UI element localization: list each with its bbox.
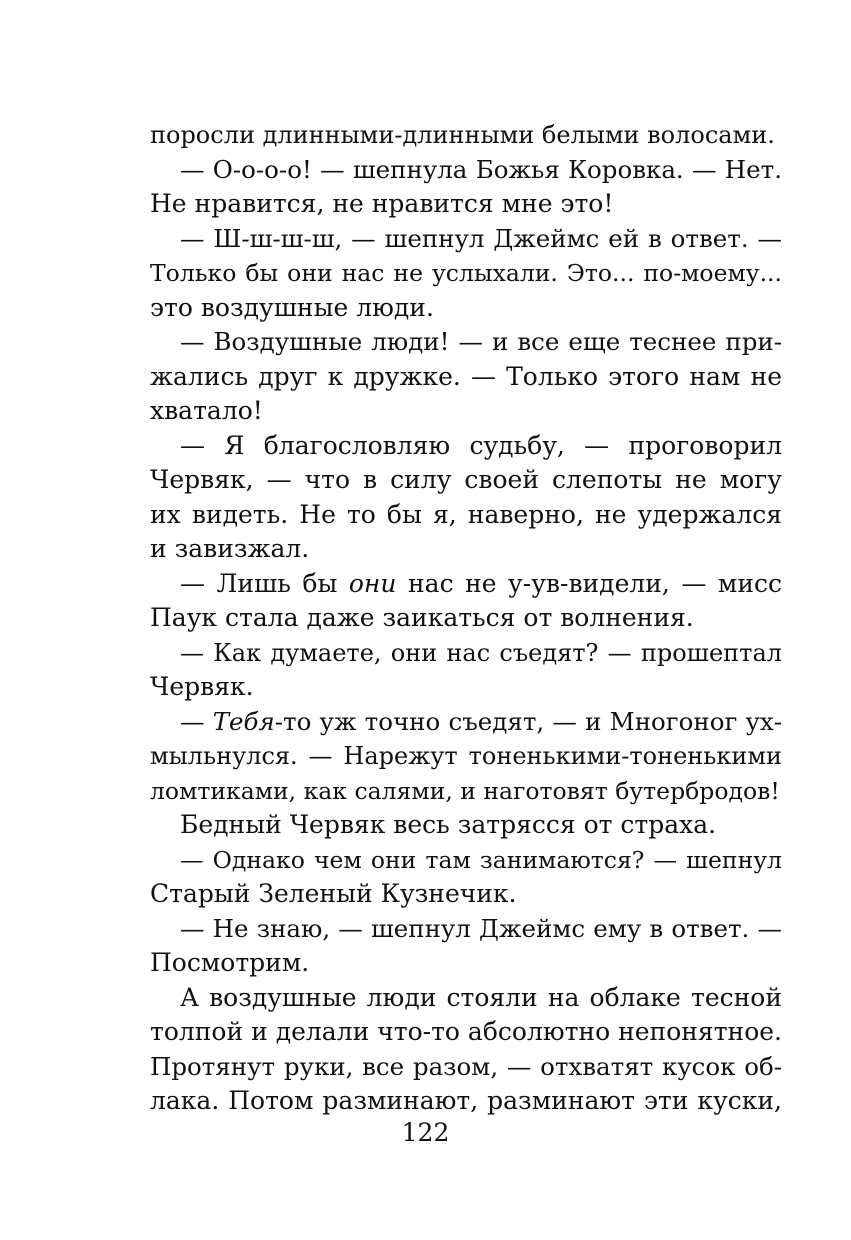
- text-line: хватало!: [150, 396, 263, 425]
- text-line: Червяк.: [150, 672, 254, 701]
- text-line: жались друг к дружке. — Только этого нам не: [150, 361, 782, 391]
- text-line: Старый Зеленый Кузнечик.: [150, 879, 517, 908]
- text-line: — Ш-ш-ш-ш, — шепнул Джеймс ей в ответ. —: [180, 223, 782, 253]
- text-line: [150, 567, 782, 602]
- text-line: — Воздушные люди! — и все еще теснее при-: [180, 327, 782, 356]
- text-line: толпой и делали что-то абсолютно непонятное.: [150, 1017, 782, 1046]
- text-line: Бедный Червяк весь затрясся от страха.: [180, 810, 717, 839]
- text-segment: — Лишь бы: [180, 568, 349, 598]
- text-segment: —: [180, 706, 213, 736]
- italic-word: Тебя: [212, 706, 275, 736]
- text-line: А воздушные люди стояли на облаке тесной: [180, 982, 782, 1012]
- text-line: мыльнулся. — Нарежут тоненькими-тоненькими: [150, 742, 782, 770]
- text-line: лака. Потом разминают, разминают эти куски,: [150, 1086, 782, 1115]
- text-line: это воздушные люди.: [150, 292, 434, 322]
- text-line: Посмотрим.: [150, 948, 310, 977]
- page-number: 122: [401, 1118, 450, 1147]
- text-line: — Как думаете, они нас съедят? — прошептал: [180, 638, 782, 667]
- text-line: — О-о-о-о! — шепнула Божья Коровка. — Нет.: [180, 154, 782, 184]
- text-segment: -то уж точно съедят, — и Многоног ух-: [274, 706, 782, 736]
- text-line: их видеть. Не то бы я, наверно, не удержался: [150, 499, 782, 529]
- text-line: Только бы они нас не услыхали. Это... по-моему...: [150, 259, 782, 287]
- text-line: ломтиками, как салями, и наготовят бутербродов!: [150, 776, 780, 805]
- text-segment: нас не у-ув-видели, — мисс: [396, 568, 782, 598]
- italic-word: они: [348, 568, 397, 598]
- text-line: [150, 705, 782, 740]
- text-line: — Я благословляю судьбу, — проговорил: [180, 430, 782, 460]
- text-line: — Однако чем они там занимаются? — шепнул: [180, 845, 782, 874]
- text-line: Червяк, — что в силу своей слепоты не могу: [150, 465, 782, 494]
- text-line: — Не знаю, — шепнул Джеймс ему в ответ. —: [180, 913, 782, 943]
- text-line: поросли длинными-длинными белыми волосами.: [150, 121, 775, 149]
- text-line: Паук стала даже заикаться от волнения.: [150, 603, 694, 632]
- page-text: [150, 118, 782, 1119]
- text-line: и завизжал.: [150, 534, 310, 563]
- text-line: Протянут руки, все разом, — отхватят кусок об-: [150, 1051, 782, 1081]
- text-line: Не нравится, не нравится мне это!: [150, 189, 614, 218]
